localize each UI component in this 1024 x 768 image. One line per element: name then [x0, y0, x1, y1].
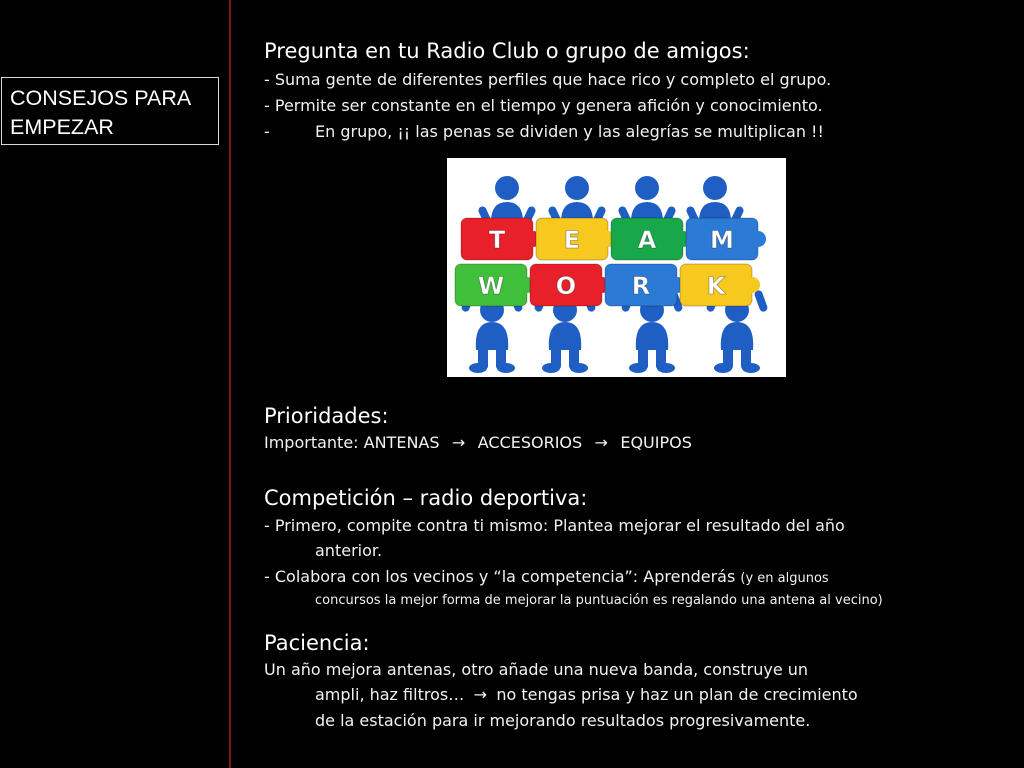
tip-line-1: - Suma gente de diferentes perfiles que hace rico y completo el grupo.	[264, 70, 832, 89]
tip-line-3	[264, 122, 824, 142]
puzzle-knob	[744, 277, 760, 293]
competition-line-1-cont: anterior.	[315, 541, 383, 560]
arrow-right-icon: →	[473, 685, 487, 704]
heading-radio-club: Pregunta en tu Radio Club o grupo de amigos:	[264, 39, 750, 63]
patience-line-2	[315, 685, 858, 705]
arrow-right-icon: →	[594, 433, 608, 452]
figure-body	[636, 322, 668, 350]
figure-foot	[742, 363, 760, 373]
figure-foot	[657, 363, 675, 373]
puzzle-letter: K	[706, 272, 726, 300]
heading-competicion: Competición – radio deportiva:	[264, 486, 588, 510]
figure-head	[495, 176, 519, 200]
puzzle-letter: M	[710, 226, 734, 254]
patience-line-1: Un año mejora antenas, otro añade una nueva banda, construye un	[264, 660, 809, 679]
teamwork-image	[447, 158, 786, 377]
figure-head	[703, 176, 727, 200]
heading-prioridades: Prioridades:	[264, 404, 389, 428]
figure-body	[476, 322, 508, 350]
priority-accesorios: ACCESORIOS	[477, 433, 583, 452]
arrow-right-icon: →	[451, 433, 466, 452]
section-title-line1: CONSEJOS PARA	[10, 86, 192, 110]
figure-arm	[753, 289, 768, 312]
competition-line-2-text: - Colabora con los vecinos y “la competencia”: Aprenderás	[264, 567, 736, 586]
puzzle-letter: O	[555, 272, 577, 300]
competition-line-2	[264, 567, 829, 589]
priorities-line	[264, 433, 692, 453]
vertical-divider	[229, 0, 231, 768]
section-title-box	[1, 77, 219, 145]
puzzle-letter: R	[631, 272, 651, 300]
puzzle-letter: W	[477, 272, 505, 300]
figure-body	[721, 322, 753, 350]
puzzle-letter: E	[563, 226, 581, 254]
priority-antenas: Importante: ANTENAS	[264, 433, 440, 452]
figure-body	[549, 322, 581, 350]
teamwork-illustration	[447, 158, 786, 377]
figure-foot	[629, 363, 647, 373]
patience-line-2a: ampli, haz filtros…	[315, 685, 465, 704]
competition-line-2-cont: concursos la mejor forma de mejorar la puntuación es regalando una antena al vecino)	[315, 593, 883, 608]
figure-head	[565, 176, 589, 200]
figure-foot	[497, 363, 515, 373]
patience-line-3: de la estación para ir mejorando resultados progresivamente.	[315, 711, 811, 730]
competition-line-2-small: (y en algunos	[740, 571, 829, 586]
puzzle-knob	[750, 231, 766, 247]
heading-paciencia: Paciencia:	[264, 631, 370, 655]
figure-foot	[714, 363, 732, 373]
priority-equipos: EQUIPOS	[620, 433, 692, 452]
tip-line-3-text: En grupo, ¡¡ las penas se dividen y las alegrías se multiplican !!	[315, 122, 824, 141]
figure-head	[635, 176, 659, 200]
puzzle-letter: A	[637, 226, 657, 254]
section-title-line2: EMPEZAR	[10, 115, 114, 139]
figure-foot	[469, 363, 487, 373]
tip-line-3-dash: -	[264, 122, 270, 141]
figure-foot	[542, 363, 560, 373]
patience-line-2b: no tengas prisa y haz un plan de crecimiento	[496, 685, 858, 704]
tip-line-2: - Permite ser constante en el tiempo y genera afición y conocimiento.	[264, 96, 823, 115]
puzzle-letter: T	[488, 226, 506, 254]
competition-line-1: - Primero, compite contra ti mismo: Plantea mejorar el resultado del año	[264, 516, 845, 535]
figure-foot	[570, 363, 588, 373]
